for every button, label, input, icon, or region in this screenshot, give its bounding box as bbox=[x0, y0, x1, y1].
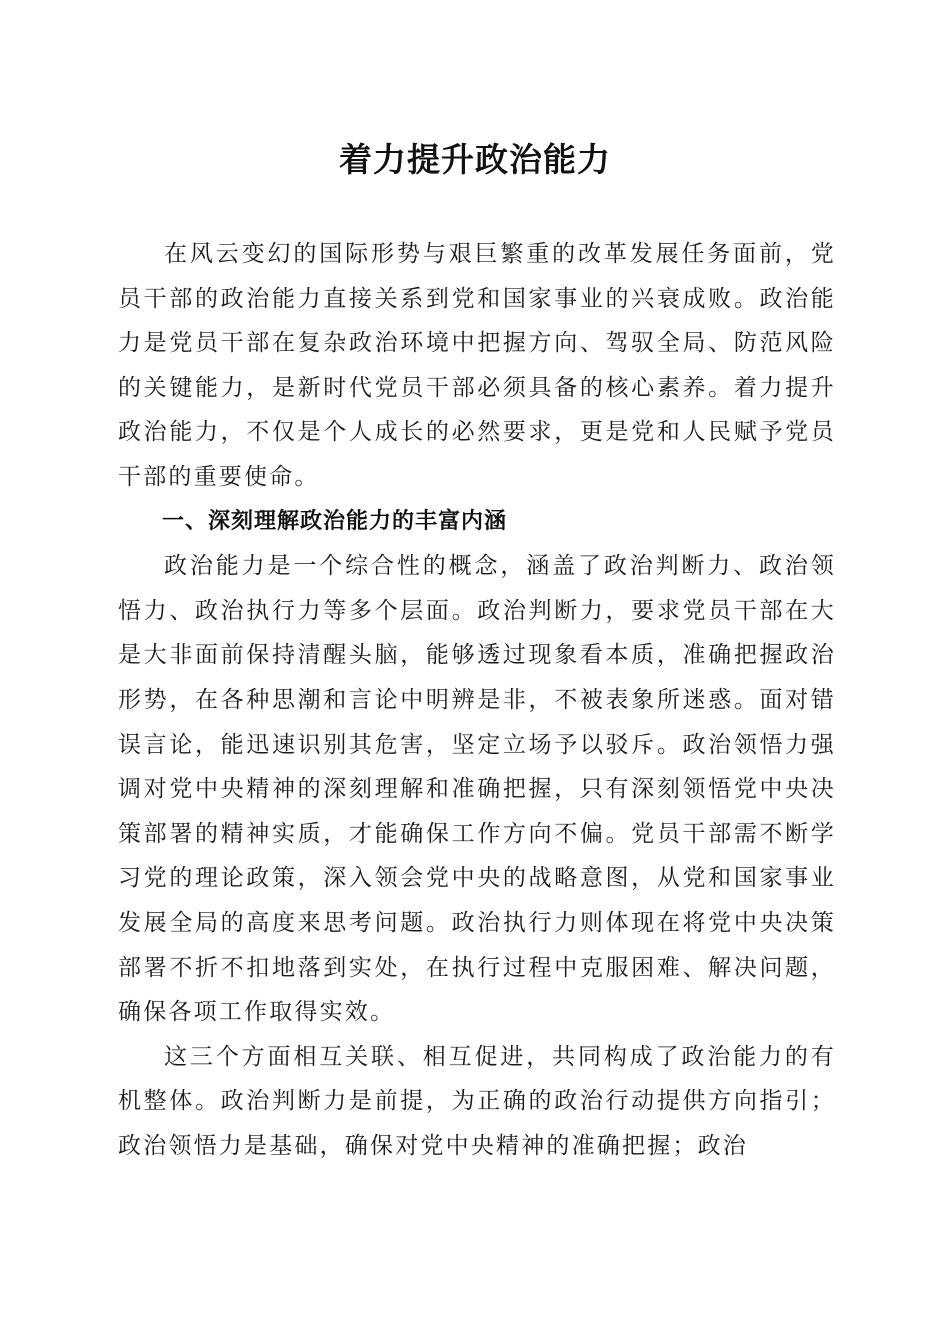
intro-paragraph: 在风云变幻的国际形势与艰巨繁重的改革发展任务面前，党员干部的政治能力直接关系到党和国家事业的兴衰成败。政治能力是党员干部在复杂政治环境中把握方向、驾驭全局、防范风险的关键能力，是新时代党员干部必须具备的核心素养。着力提升政治能力，不仅是个人成长的必然要求，更是党和人民赋予党员干部的重要使命。 bbox=[118, 241, 836, 490]
document-title: 着力提升政治能力 bbox=[339, 140, 611, 179]
section-heading: 一、深刻理解政治能力的丰富内涵 bbox=[162, 508, 508, 534]
body-paragraph: 这三个方面相互关联、相互促进，共同构成了政治能力的有机整体。政治判断力是前提，为正确的政治行动提供方向指引；政治领悟力是基础，确保对党中央精神的准确把握；政治 bbox=[118, 1043, 836, 1159]
document-body bbox=[118, 232, 836, 1168]
body-paragraph: 政治能力是一个综合性的概念，涵盖了政治判断力、政治领悟力、政治执行力等多个层面。政治判断力，要求党员干部在大是大非面前保持清醒头脑，能够透过现象看本质，准确把握政治形势，在各种思潮和言论中明辨是非，不被表象所迷惑。面对错误言论，能迅速识别其危害，坚定立场予以驳斥。政治领悟力强调对党中央精神的深刻理解和准确把握，只有深刻领悟党中央决策部署的精神实质，才能确保工作方向不偏。党员干部需不断学习党的理论政策，深入领会党中央的战略意图，从党和国家事业发展全局的高度来思考问题。政治执行力则体现在将党中央决策部署不折不扣地落到实处，在执行过程中克服困难、解决问题，确保各项工作取得实效。 bbox=[118, 553, 836, 1026]
